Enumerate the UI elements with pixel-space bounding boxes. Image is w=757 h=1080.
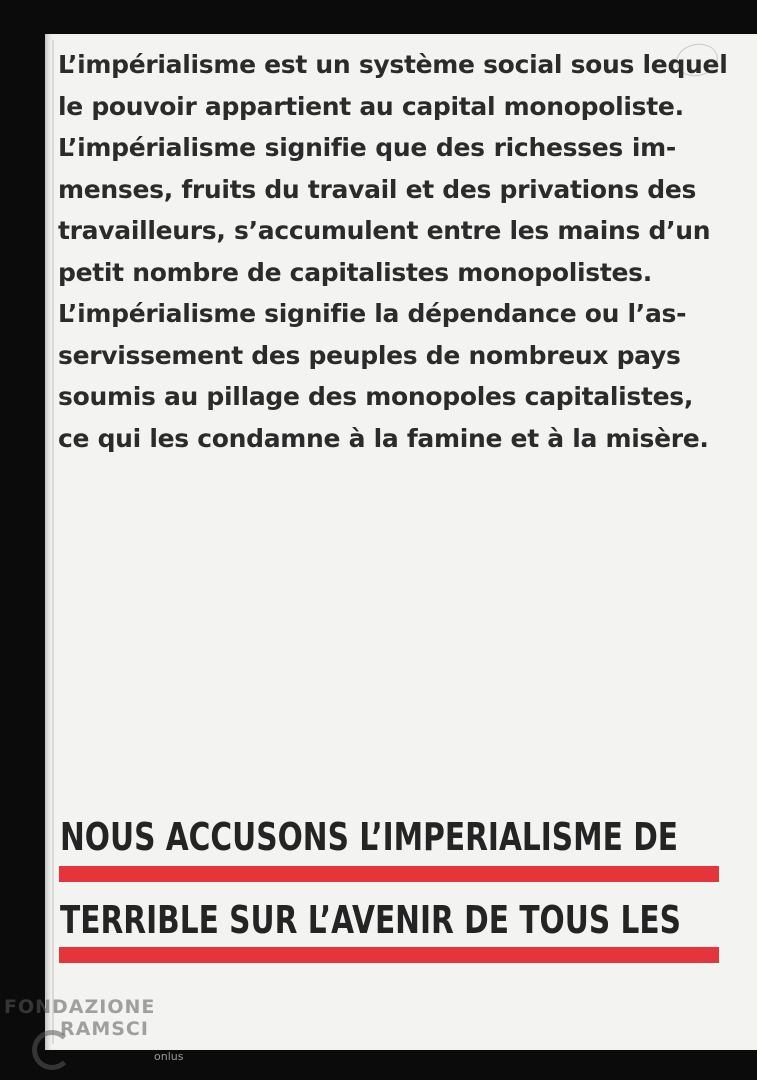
headline-line-2: TERRIBLE SUR L’AVENIR DE TOUS LES: [60, 898, 681, 942]
text-line: petit nombre de capitalistes monopolistes.: [58, 257, 652, 287]
page-edge: [52, 40, 54, 1044]
headline-line-1: NOUS ACCUSONS L’IMPERIALISME DE: [60, 815, 679, 859]
watermark-text: RAMSCI: [60, 1018, 149, 1040]
watermark-text: FONDAZIONE: [4, 996, 156, 1018]
text-line: le pouvoir appartient au capital monopoliste.: [58, 91, 684, 121]
text-line: L’impérialisme signifie que des richesses im-: [58, 133, 676, 162]
text-line: L’impérialisme est un système social sous lequel: [58, 50, 728, 79]
text-line: servissement des peuples de nombreux pays: [58, 340, 681, 370]
text-line: L’impérialisme signifie la dépendance ou l’as-: [58, 299, 687, 328]
text-line: soumis au pillage des monopoles capitalistes,: [58, 382, 694, 411]
text-line: menses, fruits du travail et des privations des: [58, 174, 697, 204]
watermark-suffix: onlus: [154, 1050, 184, 1063]
text-line: ce qui les condamne à la famine et à la misère.: [58, 423, 709, 453]
red-rule: [59, 866, 719, 882]
text-line: travailleurs, s’accumulent entre les mains d’un: [58, 216, 711, 245]
body-text: [58, 44, 728, 459]
red-rule: [59, 947, 719, 963]
